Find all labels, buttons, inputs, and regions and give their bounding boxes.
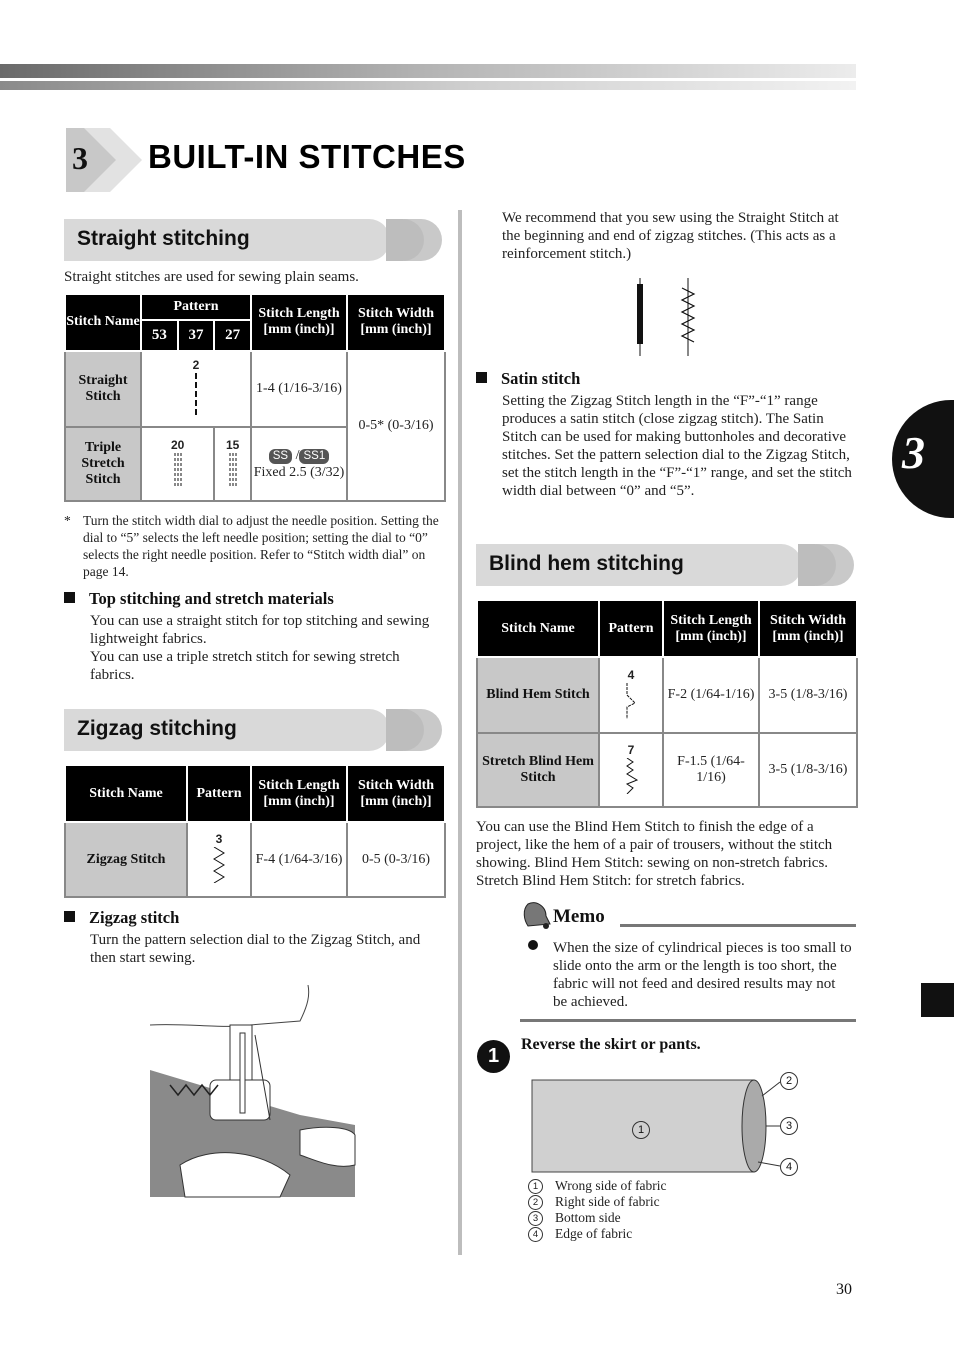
legend-item (528, 1210, 667, 1226)
square-bullet-icon (476, 372, 487, 383)
page-title: BUILT-IN STITCHES (148, 138, 466, 175)
side-tab-number: 3 (902, 427, 925, 478)
heading-text: Zigzag stitch (89, 908, 180, 927)
col-stitch-width: Stitch Width [mm (inch)] (759, 600, 857, 657)
straight-width-shared: 0-5* (0-3/16) (347, 351, 445, 501)
legend-text: Right side of fabric (555, 1194, 660, 1209)
section-header-zigzag (64, 709, 442, 751)
col-pattern-37: 37 (178, 320, 215, 350)
legend-num: 4 (528, 1227, 543, 1242)
legend-num: 2 (528, 1195, 543, 1210)
zigzag-stitch-text: Turn the pattern selection dial to the Zigzag Stitch, and then start sewing. (90, 932, 421, 966)
col-stitch-width: Stitch Width [mm (inch)] (347, 765, 445, 822)
blind-hem-table (476, 599, 858, 808)
zigzag-stitch-heading (64, 908, 179, 928)
col-stitch-name: Stitch Name (65, 294, 141, 351)
pattern-cell (141, 427, 214, 501)
reinforcement-stitch-icon (630, 278, 700, 358)
memo-bottom-rule (520, 1019, 856, 1022)
pattern-cell (187, 822, 251, 897)
top-stitching-p2: You can use a triple stretch stitch for sewing stretch fabrics. (90, 649, 400, 683)
legend-num: 3 (528, 1211, 543, 1226)
col-pattern-53: 53 (141, 320, 178, 350)
pattern-cell (141, 351, 251, 428)
section-title: Straight stitching (77, 227, 250, 250)
legend-text: Bottom side (555, 1210, 621, 1225)
legend-text: Edge of fabric (555, 1226, 633, 1241)
triple-stretch-icon (228, 453, 238, 487)
satin-stitch-heading (476, 369, 580, 389)
legend-item (528, 1226, 667, 1242)
blind-hem-width: 3-5 (1/8-3/16) (759, 657, 857, 733)
callout-3: 3 (780, 1117, 798, 1135)
chapter-side-tab (892, 400, 954, 518)
pattern-number: 7 (627, 742, 635, 757)
stretch-blind-length: F-1.5 (1/64-1/16) (663, 733, 759, 807)
straight-stitch-table (64, 293, 446, 502)
zigzag-length: F-4 (1/64-3/16) (251, 822, 347, 897)
triple-stretch-icon (173, 453, 183, 487)
col-stitch-name: Stitch Name (477, 600, 599, 657)
pattern-cell (599, 657, 663, 733)
satin-stitch-text: Setting the Zigzag Stitch length in the “F”-“1” range produces a satin stitch (close zigzag stitch). The Satin Stitch can be used for making buttonholes and decorative stitches. Set the pattern selection dial to the Zigzag Stitch, set the stitch length in the “F”-“1” range, and set the stitch width dial between “0” and “5”. (502, 393, 852, 499)
row-straight-stitch: Straight Stitch (65, 351, 141, 428)
pattern-number: 3 (215, 832, 223, 846)
straight-length: 1-4 (1/16-3/16) (251, 351, 347, 428)
section-header-blind-hem (476, 544, 854, 586)
diagram-legend (528, 1178, 667, 1242)
col-stitch-length: Stitch Length [mm (inch)] (251, 294, 347, 351)
ss-badge: SS (269, 449, 292, 464)
pattern-number: 20 (170, 437, 185, 452)
ss1-badge: SS1 (299, 449, 329, 464)
square-bullet-icon (64, 592, 75, 603)
badge-separator: / (295, 447, 300, 463)
memo-bell-icon (520, 900, 552, 930)
footnote: Turn the stitch width dial to adjust the needle position. Setting the dial to “5” selects the left needle position; setting the dial to “0” selects the right needle position. Refer to “Stitch width dial” on page 14. (83, 513, 439, 579)
pattern-number: 4 (627, 667, 635, 682)
col-pattern-27: 27 (214, 320, 251, 350)
zigzag-stitch-icon (212, 847, 226, 883)
section-header-straight (64, 219, 442, 261)
col-pattern: Pattern (187, 765, 251, 822)
row-triple-stretch: Triple Stretch Stitch (65, 427, 141, 501)
col-pattern: Pattern (599, 600, 663, 657)
col-stitch-length: Stitch Length [mm (inch)] (251, 765, 347, 822)
page-number: 30 (836, 1281, 852, 1298)
section-title: Blind hem stitching (489, 552, 684, 575)
col-stitch-name: Stitch Name (65, 765, 187, 822)
step-text: Reverse the skirt or pants. (521, 1036, 701, 1053)
pattern-number: 2 (192, 358, 200, 373)
callout-1: 1 (632, 1121, 650, 1139)
col-stitch-length: Stitch Length [mm (inch)] (663, 600, 759, 657)
zigzag-width: 0-5 (0-3/16) (347, 822, 445, 897)
pattern-cell (214, 427, 251, 501)
col-pattern: Pattern (141, 294, 251, 320)
step-number-badge: 1 (477, 1040, 510, 1073)
zigzag-stitch-table (64, 764, 446, 898)
footnote-mark: * (64, 513, 71, 528)
stretch-blind-hem-icon (623, 758, 639, 794)
row-stretch-blind-hem: Stretch Blind Hem Stitch (477, 733, 599, 807)
fabric-cylinder-diagram (530, 1070, 810, 1180)
chapter-number: 3 (72, 140, 88, 176)
col-stitch-width: Stitch Width [mm (inch)] (347, 294, 445, 351)
triple-length (251, 427, 347, 501)
callout-4: 4 (780, 1158, 798, 1176)
legend-num: 1 (528, 1179, 543, 1194)
header-bar-bottom (0, 81, 856, 90)
section-side-marker (921, 983, 954, 1017)
straight-intro: Straight stitches are used for sewing plain seams. (64, 269, 359, 285)
top-stitching-p1: You can use a straight stitch for top stitching and sewing lightweight fabrics. (90, 613, 430, 647)
memo-top-rule (620, 924, 856, 927)
triple-length-value: Fixed 2.5 (3/32) (253, 464, 345, 480)
column-divider (458, 210, 462, 1255)
callout-2: 2 (780, 1072, 798, 1090)
legend-item (528, 1194, 667, 1210)
square-bullet-icon (64, 911, 75, 922)
memo-bullet-icon (528, 940, 538, 950)
header-bar-top (0, 64, 856, 78)
blind-hem-length: F-2 (1/64-1/16) (663, 657, 759, 733)
memo-text: When the size of cylindrical pieces is too small to slide onto the arm or the length is too short, the fabric will not feed and desired results may not be achieved. (553, 940, 852, 1010)
legend-item (528, 1178, 667, 1194)
section-title: Zigzag stitching (77, 717, 237, 740)
heading-text: Top stitching and stretch materials (89, 589, 334, 608)
top-stitching-heading (64, 589, 334, 609)
blind-hem-stitch-icon (623, 683, 639, 719)
pattern-cell (599, 733, 663, 807)
straight-stitch-icon (193, 373, 199, 415)
blind-hem-text: You can use the Blind Hem Stitch to finish the edge of a project, like the hem of a pair of trousers, without the stitch showing. Blind Hem Stitch: sewing on non-stretch fabrics. Stretch Blind Hem Stitch: for stretch fabrics. (476, 819, 833, 889)
row-zigzag: Zigzag Stitch (65, 822, 187, 897)
pattern-number: 15 (225, 437, 240, 452)
legend-text: Wrong side of fabric (555, 1178, 667, 1193)
stretch-blind-width: 3-5 (1/8-3/16) (759, 733, 857, 807)
heading-text: Satin stitch (501, 369, 581, 388)
recommend-text: We recommend that you sew using the Straight Stitch at the beginning and end of zigzag stitches. (This acts as a reinforcement stitch.) (502, 210, 839, 262)
sewing-machine-illustration (150, 985, 360, 1200)
memo-title: Memo (553, 906, 605, 927)
row-blind-hem: Blind Hem Stitch (477, 657, 599, 733)
